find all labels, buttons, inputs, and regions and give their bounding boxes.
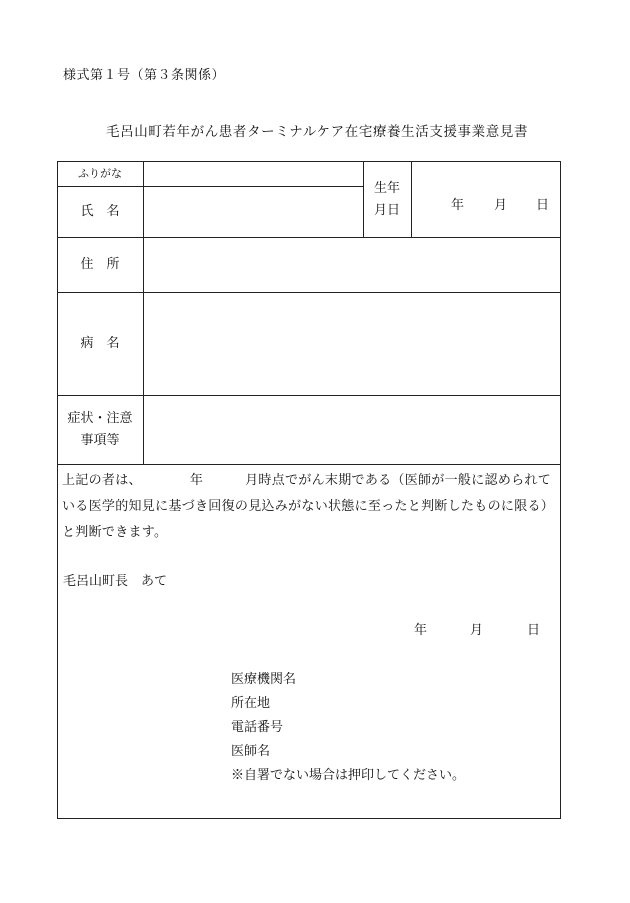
date-month-unit: 月 xyxy=(470,623,484,638)
symptoms-field[interactable] xyxy=(144,396,560,464)
disease-field[interactable] xyxy=(144,293,560,395)
disease-label: 病 名 xyxy=(80,335,120,351)
furigana-field[interactable] xyxy=(144,162,363,186)
doctor-name-label: 医師名 xyxy=(231,744,271,759)
birth-date-field[interactable] xyxy=(412,162,560,237)
birth-day-unit: 日 xyxy=(536,198,550,213)
location-label: 所在地 xyxy=(231,696,271,711)
document-title: 毛呂山町若年がん患者ターミナルケア在宅療養生活支援事業意見書 xyxy=(106,124,529,140)
addressee: 毛呂山町長 あて xyxy=(63,574,168,589)
name-label: 氏 名 xyxy=(80,203,120,219)
address-field[interactable] xyxy=(144,238,560,292)
address-label: 住 所 xyxy=(80,256,120,272)
diagnosis-statement: 上記の者は、 年 月時点でがん末期である（医師が一般に認められている医学的知見に基づき回復の見込みがない状態に至ったと判断したものに限る）と判断できます。 xyxy=(62,473,555,540)
phone-label: 電話番号 xyxy=(231,720,284,735)
birth-month-unit: 月 xyxy=(494,198,508,213)
name-field[interactable] xyxy=(144,187,363,237)
symptoms-row-divider xyxy=(57,464,561,465)
birth-date-label: 生年 月日 xyxy=(373,180,400,218)
furigana-label: ふりがな xyxy=(78,166,122,180)
birth-year-unit: 年 xyxy=(451,198,465,213)
date-year-unit: 年 xyxy=(414,623,428,638)
date-day-unit: 日 xyxy=(527,623,541,638)
table-border-bottom xyxy=(57,818,561,819)
form-number-label: 様式第１号（第３条関係） xyxy=(63,68,226,83)
table-border-right xyxy=(560,161,561,819)
symptoms-label: 症状・注意 事項等 xyxy=(67,410,133,448)
institution-label: 医療機関名 xyxy=(231,672,297,687)
seal-note: ※自署でない場合は押印してください。 xyxy=(231,768,466,783)
